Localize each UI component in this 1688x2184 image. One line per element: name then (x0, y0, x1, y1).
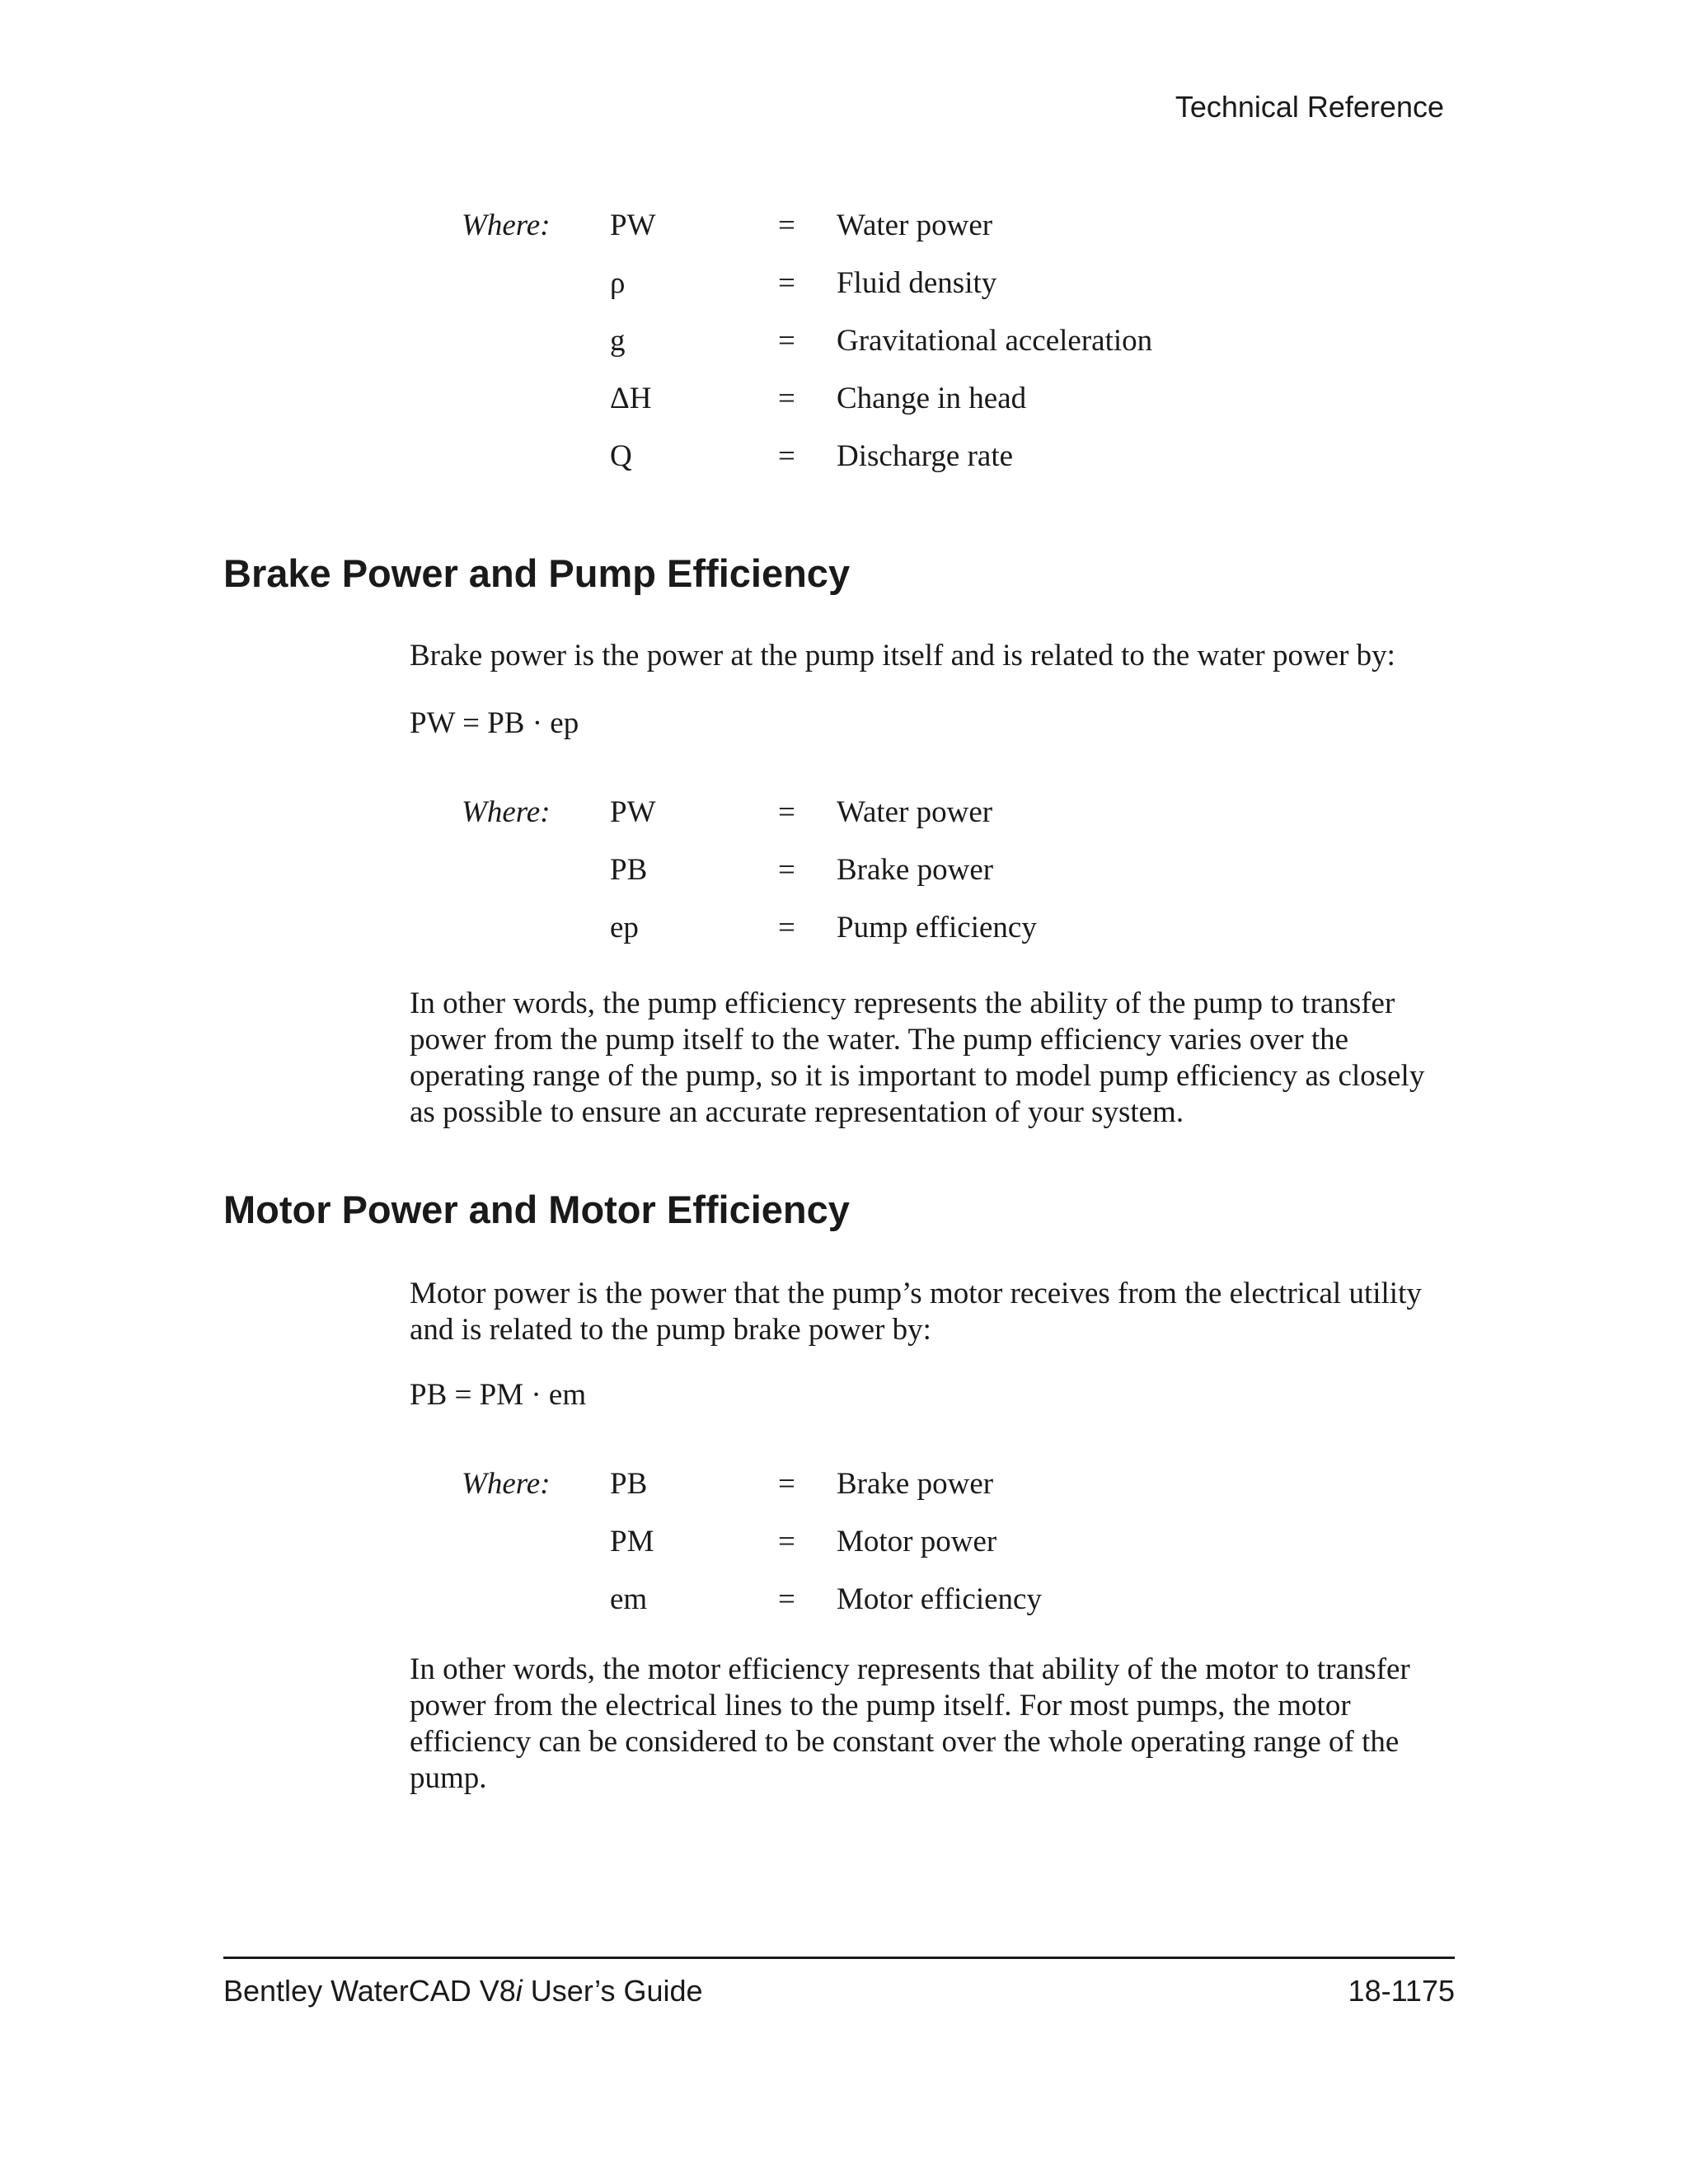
variable-symbol: em (610, 1582, 648, 1616)
where-row (0, 201, 1688, 251)
equals-sign: = (778, 853, 795, 887)
where-row (0, 316, 1688, 366)
variable-description: Motor power (837, 1525, 997, 1558)
variable-description: Brake power (837, 1467, 994, 1501)
variable-symbol: g (610, 324, 626, 358)
motor-power-intro: Motor power is the power that the pump’s motor receives from the electrical utility and is related to the pump brake power by: (410, 1277, 1422, 1347)
where-row (0, 1460, 1688, 1509)
motor-efficiency-paragraph: In other words, the motor efficiency represents that ability of the motor to transfer power from the electrical lines to the pump itself. For most pumps, the motor efficiency can be considered to be constant over the whole operating range of the pump. (410, 1652, 1410, 1795)
variable-description: Change in head (837, 382, 1027, 415)
section-heading-brake-power: Brake Power and Pump Efficiency (223, 551, 851, 595)
variable-symbol: Q (610, 439, 632, 473)
running-head: Technical Reference (1175, 90, 1444, 124)
variable-description: Pump efficiency (837, 911, 1037, 944)
guide-title-italic: i (515, 1974, 523, 2008)
where-row (0, 374, 1688, 424)
section-heading-motor-power: Motor Power and Motor Efficiency (223, 1188, 850, 1231)
brake-power-intro: Brake power is the power at the pump itself and is related to the water power by: (410, 639, 1395, 673)
variable-description: Water power (837, 209, 993, 242)
where-row (0, 903, 1688, 953)
brake-power-equation: PW = PB · ep (410, 706, 579, 740)
where-row (0, 1517, 1688, 1567)
variable-description: Gravitational acceleration (837, 324, 1153, 358)
where-row (0, 788, 1688, 837)
equals-sign: = (778, 795, 795, 829)
equals-sign: = (778, 1582, 795, 1616)
where-row (0, 432, 1688, 481)
equals-sign: = (778, 324, 795, 358)
variable-description: Water power (837, 795, 993, 829)
variable-symbol: ρ (610, 266, 626, 300)
equals-sign: = (778, 266, 795, 300)
equals-sign: = (778, 439, 795, 473)
equals-sign: = (778, 911, 795, 944)
where-label: Where: (462, 795, 551, 829)
pump-efficiency-paragraph: In other words, the pump efficiency represents the ability of the pump to transfer power from the pump itself to the water. The pump efficiency varies over the operating range of the pump, so it is important to model pump efficiency as closely as possible to ensure an accurate representation of your system. (410, 987, 1425, 1129)
variable-description: Fluid density (837, 266, 997, 300)
variable-symbol: PM (610, 1525, 654, 1558)
variable-symbol: PB (610, 853, 648, 887)
footer-guide-title (223, 1973, 703, 2009)
equals-sign: = (778, 1525, 795, 1558)
guide-title-prefix: Bentley WaterCAD V8 (223, 1974, 516, 2008)
variable-symbol: PB (610, 1467, 648, 1501)
motor-power-equation: PB = PM · em (410, 1378, 587, 1412)
guide-title-suffix: User’s Guide (522, 1974, 703, 2008)
variable-description: Discharge rate (837, 439, 1014, 473)
where-label: Where: (462, 209, 551, 242)
equals-sign: = (778, 1467, 795, 1501)
variable-description: Brake power (837, 853, 994, 887)
footer-rule (223, 1957, 1455, 1959)
where-row (0, 259, 1688, 308)
equals-sign: = (778, 209, 795, 242)
where-row (0, 846, 1688, 895)
variable-symbol: PW (610, 209, 656, 242)
where-label: Where: (462, 1467, 551, 1501)
variable-symbol: ep (610, 911, 639, 944)
where-row (0, 1575, 1688, 1624)
variable-symbol: ΔH (610, 382, 652, 415)
equals-sign: = (778, 382, 795, 415)
page-number: 18-1175 (1348, 1974, 1455, 2008)
variable-description: Motor efficiency (837, 1582, 1042, 1616)
variable-symbol: PW (610, 795, 656, 829)
